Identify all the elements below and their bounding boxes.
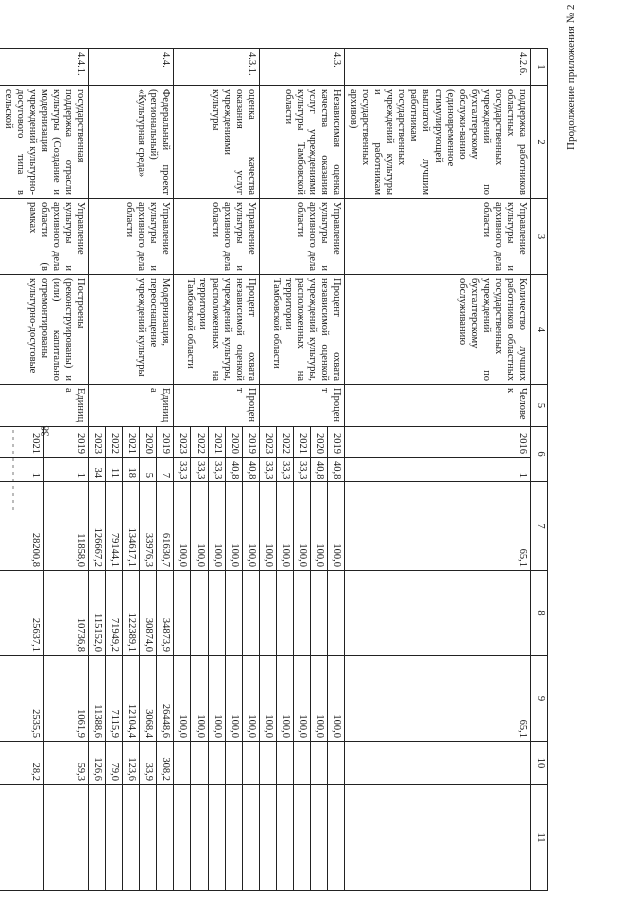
value-cell-c7: 126667,2 — [89, 482, 106, 571]
value-cell-c6: 1 — [345, 458, 531, 482]
value-cell-c11 — [276, 785, 293, 891]
value-cell-c11 — [0, 785, 44, 891]
column-header: 4 — [531, 275, 548, 385]
value-cell-c6: 1 — [44, 458, 89, 482]
value-cell-c6: 33,3 — [208, 458, 225, 482]
value-cell-c8: 10736,8 — [44, 571, 89, 656]
row-code: 4.4. — [89, 49, 174, 86]
value-cell-c10 — [225, 742, 242, 785]
unit-cell: Единица — [89, 385, 174, 427]
row-code: 4.3.1. — [174, 49, 259, 86]
column-header: 3 — [531, 199, 548, 275]
value-cell-c10 — [310, 742, 327, 785]
value-cell-c10: 126,6 — [89, 742, 106, 785]
value-cell-c8 — [191, 571, 208, 656]
value-cell-c10: 28,2 — [0, 742, 44, 785]
value-cell-c9: 100,0 — [208, 656, 225, 742]
table-row — [242, 49, 259, 891]
value-cell-c7: 100,0 — [191, 482, 208, 571]
value-cell-c9: 100,0 — [328, 656, 345, 742]
column-header: 1 — [531, 49, 548, 86]
measure-name: оценка качества оказания услуг учреждениями культуры — [174, 86, 259, 199]
value-cell-c9: 1061,9 — [44, 656, 89, 742]
value-cell-c10: 123,6 — [123, 742, 140, 785]
value-cell-c8 — [225, 571, 242, 656]
year-cell: 2019 — [242, 427, 259, 458]
value-cell-c8 — [242, 571, 259, 656]
unit-cell: Человек — [345, 385, 531, 427]
value-cell-c11 — [140, 785, 157, 891]
value-cell-c6: 40,8 — [225, 458, 242, 482]
value-cell-c7: 134617,1 — [123, 482, 140, 571]
year-cell: 2022 — [106, 427, 123, 458]
value-cell-c7: 100,0 — [174, 482, 191, 571]
value-cell-c9: 100,0 — [174, 656, 191, 742]
column-header: 6 — [531, 427, 548, 482]
year-cell: 2020 — [225, 427, 242, 458]
value-cell-c9: 100,0 — [293, 656, 310, 742]
value-cell-c8 — [259, 571, 276, 656]
value-cell-c7: 100,0 — [293, 482, 310, 571]
value-cell-c9: 100,0 — [276, 656, 293, 742]
value-cell-c11 — [44, 785, 89, 891]
column-number-row — [531, 49, 548, 891]
value-cell-c8 — [345, 571, 531, 656]
table-row — [328, 49, 345, 891]
executor-cell: Управление культуры и архивного дела области — [174, 199, 259, 275]
appendix-continuation-label: Продолжение приложения № 2 — [565, 4, 577, 150]
table-row — [345, 49, 531, 891]
value-cell-c6: 33,3 — [276, 458, 293, 482]
column-header: 10 — [531, 742, 548, 785]
year-cell: 2016 — [345, 427, 531, 458]
value-cell-c11 — [106, 785, 123, 891]
value-cell-c9: 11388,6 — [89, 656, 106, 742]
value-cell-c9: 3068,4 — [140, 656, 157, 742]
value-cell-c6: 18 — [123, 458, 140, 482]
value-cell-c10 — [276, 742, 293, 785]
rotated-table-container — [2, 48, 548, 890]
value-cell-c10 — [191, 742, 208, 785]
row-code: 4.4.1. — [0, 49, 89, 86]
value-cell-c7: 100,0 — [208, 482, 225, 571]
value-cell-c8 — [174, 571, 191, 656]
value-cell-c11 — [208, 785, 225, 891]
indicator-cell: Количество лучших работников областных государственных учреждений по бухгалтерскому обслуживанию — [345, 275, 531, 385]
value-cell-c9: 12104,4 — [123, 656, 140, 742]
value-cell-c9: 100,0 — [242, 656, 259, 742]
row-code: 4.2.6. — [345, 49, 531, 86]
table-row — [157, 49, 174, 891]
year-cell: 2021 — [123, 427, 140, 458]
year-cell: 2020 — [140, 427, 157, 458]
measure-name: поддержка работников областных государственных учреждений по бухгалтерскому обслужи-ванию (единовременное стимулирующей выплатой лучшим работникам государственных учреждений культуры и работникам государственных архивов) — [345, 86, 531, 199]
value-cell-c11 — [225, 785, 242, 891]
value-cell-c7: 61630,7 — [157, 482, 174, 571]
value-cell-c11 — [328, 785, 345, 891]
value-cell-c7: 100,0 — [242, 482, 259, 571]
value-cell-c10 — [328, 742, 345, 785]
indicator-cell: Построены (реконструированы) и (или) капитально отремонтированы культурно-досуговые — [0, 275, 89, 385]
value-cell-c10 — [259, 742, 276, 785]
unit-cell: Процент — [259, 385, 344, 427]
indicator-cell: Процент охвата независимой оценкой учреждений культуры, расположенных на территории Тамбовской области — [259, 275, 344, 385]
column-header: 7 — [531, 482, 548, 571]
year-cell: 2021 — [208, 427, 225, 458]
value-cell-c10 — [242, 742, 259, 785]
value-cell-c6: 40,8 — [328, 458, 345, 482]
value-cell-c10 — [293, 742, 310, 785]
year-cell: 2022 — [191, 427, 208, 458]
value-cell-c11 — [345, 785, 531, 891]
value-cell-c10 — [208, 742, 225, 785]
year-cell: 2023 — [259, 427, 276, 458]
program-measures-table — [0, 48, 548, 891]
value-cell-c8 — [208, 571, 225, 656]
column-header: 9 — [531, 656, 548, 742]
value-cell-c11 — [310, 785, 327, 891]
value-cell-c8: 71949,2 — [106, 571, 123, 656]
column-header: 11 — [531, 785, 548, 891]
value-cell-c9: 100,0 — [225, 656, 242, 742]
value-cell-c10: 79,0 — [106, 742, 123, 785]
value-cell-c10 — [345, 742, 531, 785]
value-cell-c8 — [276, 571, 293, 656]
column-header: 5 — [531, 385, 548, 427]
page-number: 38 — [39, 425, 52, 437]
executor-cell: Управление культуры и архивного дела области (в рамках — [0, 199, 89, 275]
value-cell-c6: 1 — [0, 458, 44, 482]
value-cell-c9: 7115,9 — [106, 656, 123, 742]
indicator-cell: Процент охвата независимой оценкой учреждений культуры, расположенных на территории Тамбовской области — [174, 275, 259, 385]
value-cell-c8: 30874,0 — [140, 571, 157, 656]
unit-cell: Процент — [174, 385, 259, 427]
year-cell: 2020 — [310, 427, 327, 458]
value-cell-c10: 308,2 — [157, 742, 174, 785]
year-cell: 2023 — [89, 427, 106, 458]
value-cell-c6: 40,8 — [310, 458, 327, 482]
value-cell-c9: 65,1 — [345, 656, 531, 742]
value-cell-c9: 26448,6 — [157, 656, 174, 742]
executor-cell: Управление культуры и архивного дела области — [345, 199, 531, 275]
value-cell-c9: 100,0 — [191, 656, 208, 742]
value-cell-c6: 33,3 — [259, 458, 276, 482]
value-cell-c7: 100,0 — [259, 482, 276, 571]
year-cell: 2023 — [174, 427, 191, 458]
value-cell-c7: 33976,3 — [140, 482, 157, 571]
value-cell-c7: 28200,8 — [0, 482, 44, 571]
value-cell-c6: 33,3 — [293, 458, 310, 482]
measure-name: Федеральный проект (региональный) «Культурная среда» — [89, 86, 174, 199]
value-cell-c8: 34873,9 — [157, 571, 174, 656]
executor-cell: Управление культуры и архивного дела области — [259, 199, 344, 275]
value-cell-c7: 65,1 — [345, 482, 531, 571]
table-row — [44, 49, 89, 891]
value-cell-c11 — [242, 785, 259, 891]
value-cell-c11 — [123, 785, 140, 891]
unit-cell: Единица — [0, 385, 89, 427]
value-cell-c7: 100,0 — [276, 482, 293, 571]
value-cell-c6: 34 — [89, 458, 106, 482]
value-cell-c7: 100,0 — [225, 482, 242, 571]
measure-name: Независимая оценка качества оказания услуг учреждениями культуры Тамбовской области — [259, 86, 344, 199]
value-cell-c10: 59,3 — [44, 742, 89, 785]
value-cell-c8 — [310, 571, 327, 656]
measure-name: государственная поддержка отрасли культуры (Создание и модернизация учреждений культурно-досугового типа в сельской — [0, 86, 89, 199]
value-cell-c8: 115152,0 — [89, 571, 106, 656]
value-cell-c8: 122389,1 — [123, 571, 140, 656]
year-cell: 2022 — [276, 427, 293, 458]
value-cell-c11 — [259, 785, 276, 891]
indicator-cell: Модернизация, переоснащение учреждений культуры — [89, 275, 174, 385]
value-cell-c10: 33,9 — [140, 742, 157, 785]
value-cell-c7: 11858,0 — [44, 482, 89, 571]
value-cell-c11 — [157, 785, 174, 891]
value-cell-c7: 79144,1 — [106, 482, 123, 571]
value-cell-c11 — [191, 785, 208, 891]
value-cell-c7: 100,0 — [310, 482, 327, 571]
year-cell: 2019 — [157, 427, 174, 458]
value-cell-c8: 25637,1 — [0, 571, 44, 656]
value-cell-c6: 33,3 — [191, 458, 208, 482]
value-cell-c8 — [328, 571, 345, 656]
value-cell-c11 — [89, 785, 106, 891]
value-cell-c10 — [174, 742, 191, 785]
year-cell: 2021 — [293, 427, 310, 458]
year-cell: 2019 — [328, 427, 345, 458]
value-cell-c11 — [293, 785, 310, 891]
value-cell-c9: 100,0 — [259, 656, 276, 742]
year-cell: 2019 — [44, 427, 89, 458]
value-cell-c9: 2535,5 — [0, 656, 44, 742]
value-cell-c7: 100,0 — [328, 482, 345, 571]
column-header: 8 — [531, 571, 548, 656]
column-header: 2 — [531, 86, 548, 199]
value-cell-c9: 100,0 — [310, 656, 327, 742]
value-cell-c8 — [293, 571, 310, 656]
row-code: 4.3. — [259, 49, 344, 86]
year-cell: 2021 — [0, 427, 44, 458]
value-cell-c6: 5 — [140, 458, 157, 482]
value-cell-c11 — [174, 785, 191, 891]
value-cell-c6: 40,8 — [242, 458, 259, 482]
executor-cell: Управление культуры и архивного дела области — [89, 199, 174, 275]
table-body — [0, 49, 531, 891]
value-cell-c6: 33,3 — [174, 458, 191, 482]
value-cell-c6: 7 — [157, 458, 174, 482]
value-cell-c6: 11 — [106, 458, 123, 482]
